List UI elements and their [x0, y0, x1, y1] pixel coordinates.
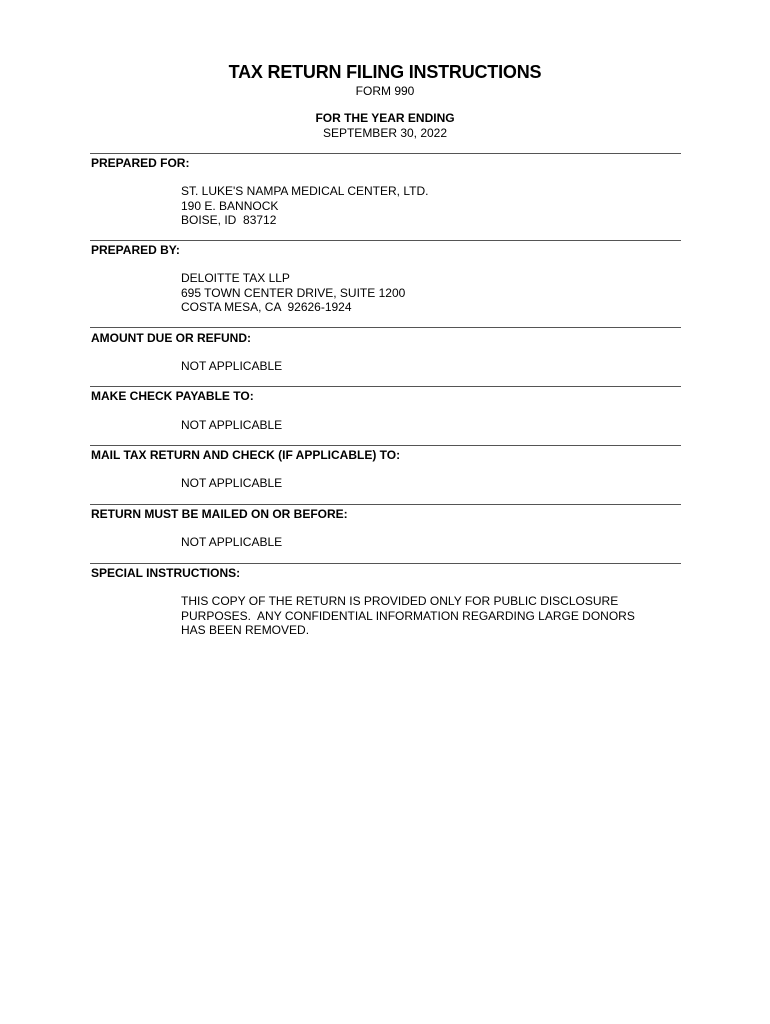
special-instructions-line: PURPOSES. ANY CONFIDENTIAL INFORMATION REGARDING LARGE DONORS [181, 608, 635, 623]
section-divider [90, 386, 681, 387]
prepared-by-line: DELOITTE TAX LLP [181, 271, 290, 285]
special-instructions-line: THIS COPY OF THE RETURN IS PROVIDED ONLY FOR PUBLIC DISCLOSURE [181, 594, 619, 608]
mail-to-value [181, 476, 681, 491]
special-instructions-text [181, 594, 681, 638]
mail-by-value [181, 535, 681, 550]
section-divider [90, 153, 681, 154]
prepared-for-line: BOISE, ID 83712 [181, 213, 277, 227]
check-payable-line: NOT APPLICABLE [181, 418, 283, 432]
check-payable-label: MAKE CHECK PAYABLE TO: [91, 389, 254, 403]
mail-by-label: RETURN MUST BE MAILED ON OR BEFORE: [91, 507, 348, 521]
prepared-for-line: 190 E. BANNOCK [181, 198, 279, 213]
section-divider [90, 504, 681, 505]
prepared-by-label: PREPARED BY: [91, 243, 180, 257]
amount-due-value [181, 359, 681, 374]
amount-due-line: NOT APPLICABLE [181, 359, 283, 373]
prepared-for-label: PREPARED FOR: [91, 156, 190, 170]
special-instructions-label: SPECIAL INSTRUCTIONS: [91, 566, 241, 580]
section-divider [90, 563, 681, 564]
amount-due-label: AMOUNT DUE OR REFUND: [91, 331, 251, 345]
mail-to-label: MAIL TAX RETURN AND CHECK (IF APPLICABLE) TO: [91, 448, 401, 462]
year-ending-label: FOR THE YEAR ENDING [315, 111, 455, 125]
prepared-for-address [181, 184, 681, 228]
form-number: FORM 990 [355, 84, 415, 98]
section-divider [90, 240, 681, 241]
mail-by-line: NOT APPLICABLE [181, 535, 283, 549]
section-divider [90, 445, 681, 446]
special-instructions-line: HAS BEEN REMOVED. [181, 623, 310, 637]
prepared-by-line: 695 TOWN CENTER DRIVE, SUITE 1200 [181, 285, 406, 300]
mail-to-line: NOT APPLICABLE [181, 476, 283, 490]
prepared-for-line: ST. LUKE'S NAMPA MEDICAL CENTER, LTD. [181, 184, 429, 198]
section-divider [90, 327, 681, 328]
prepared-by-line: COSTA MESA, CA 92626-1924 [181, 300, 352, 314]
check-payable-value [181, 418, 681, 433]
year-ending-date: SEPTEMBER 30, 2022 [322, 126, 448, 140]
page-title: TAX RETURN FILING INSTRUCTIONS [228, 62, 542, 82]
prepared-by-address [181, 271, 681, 315]
